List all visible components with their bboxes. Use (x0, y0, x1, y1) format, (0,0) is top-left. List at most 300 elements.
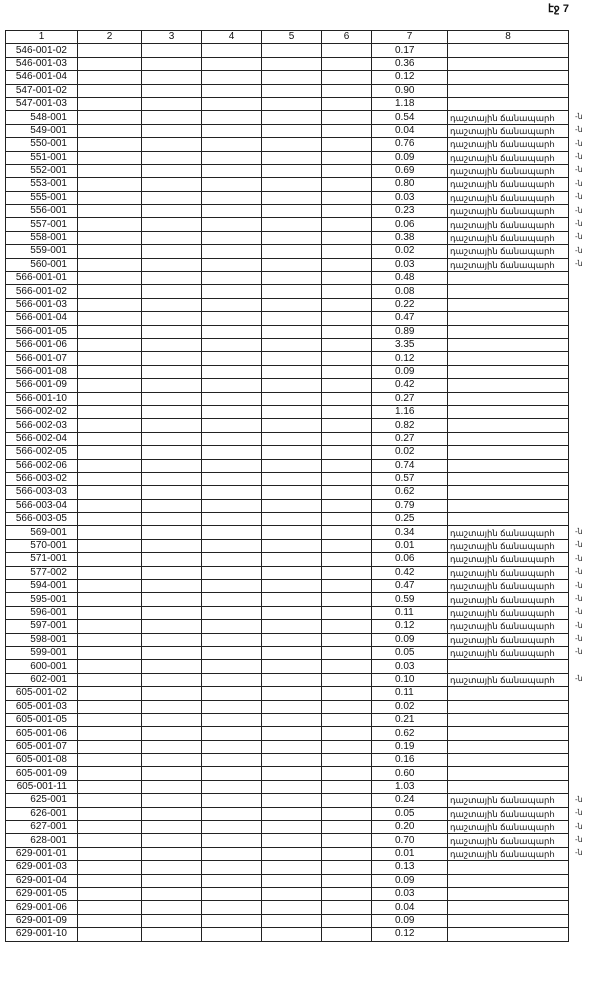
empty-cell (78, 673, 142, 686)
table-row (6, 740, 569, 753)
area-cell: 0.47 (372, 312, 448, 325)
land-type-cell: դաշտային ճանապարհ (448, 111, 569, 124)
land-type-cell: դաշտային ճանապարհ (448, 673, 569, 686)
empty-cell (78, 245, 142, 258)
empty-cell (78, 754, 142, 767)
area-cell: 0.62 (372, 727, 448, 740)
empty-cell (202, 205, 262, 218)
empty-cell (262, 164, 322, 177)
empty-cell (262, 218, 322, 231)
parcel-id-cell: 566-001-06 (6, 338, 78, 351)
empty-cell (78, 700, 142, 713)
area-cell: 0.89 (372, 325, 448, 338)
empty-cell (322, 633, 372, 646)
empty-cell (142, 312, 202, 325)
empty-cell (202, 861, 262, 874)
empty-cell (262, 566, 322, 579)
empty-cell (202, 646, 262, 659)
empty-cell (322, 446, 372, 459)
empty-cell (262, 633, 322, 646)
land-type-cell (448, 472, 569, 485)
land-type-cell: դաշտային ճանապարհ (448, 231, 569, 244)
area-cell: 0.60 (372, 767, 448, 780)
empty-cell (78, 419, 142, 432)
column-header: 5 (262, 31, 322, 44)
empty-cell (262, 847, 322, 860)
empty-cell (78, 432, 142, 445)
parcel-id-cell: 566-001-04 (6, 312, 78, 325)
empty-cell (142, 901, 202, 914)
table-row (6, 526, 569, 539)
empty-cell (142, 888, 202, 901)
area-cell: 0.11 (372, 687, 448, 700)
parcel-id-cell: 566-001-08 (6, 365, 78, 378)
empty-cell (202, 847, 262, 860)
empty-cell (142, 794, 202, 807)
empty-cell (202, 84, 262, 97)
empty-cell (142, 124, 202, 137)
land-type-cell: դաշտային ճանապարհ (448, 553, 569, 566)
area-cell: 0.17 (372, 44, 448, 57)
empty-cell (202, 138, 262, 151)
column-header: 3 (142, 31, 202, 44)
land-type-cell: դաշտային ճանապարհ (448, 124, 569, 137)
empty-cell (202, 499, 262, 512)
area-cell: 0.90 (372, 84, 448, 97)
empty-cell (322, 151, 372, 164)
empty-cell (78, 740, 142, 753)
row-suffix-mark: -ն (575, 205, 583, 215)
empty-cell (322, 713, 372, 726)
empty-cell (262, 44, 322, 57)
table-row (6, 205, 569, 218)
row-suffix-mark: -ն (575, 580, 583, 590)
land-type-cell (448, 419, 569, 432)
empty-cell (322, 392, 372, 405)
empty-cell (322, 111, 372, 124)
empty-cell (78, 914, 142, 927)
empty-cell (322, 780, 372, 793)
table-row (6, 285, 569, 298)
parcel-id-cell: 602-001 (6, 673, 78, 686)
row-suffix-mark: -ն (575, 794, 583, 804)
empty-cell (262, 138, 322, 151)
parcel-id-cell: 626-001 (6, 807, 78, 820)
table-row (6, 807, 569, 820)
column-header: 7 (372, 31, 448, 44)
empty-cell (142, 874, 202, 887)
parcel-id-cell: 566-003-04 (6, 499, 78, 512)
parcel-id-cell: 598-001 (6, 633, 78, 646)
table-row (6, 794, 569, 807)
empty-cell (262, 834, 322, 847)
area-cell: 0.09 (372, 365, 448, 378)
empty-cell (142, 151, 202, 164)
area-cell: 1.16 (372, 405, 448, 418)
empty-cell (262, 459, 322, 472)
land-type-cell: դաշտային ճանապարհ (448, 164, 569, 177)
table-row (6, 272, 569, 285)
empty-cell (322, 124, 372, 137)
area-cell: 0.62 (372, 486, 448, 499)
empty-cell (262, 285, 322, 298)
empty-cell (262, 405, 322, 418)
table-row (6, 767, 569, 780)
empty-cell (262, 392, 322, 405)
empty-cell (78, 272, 142, 285)
empty-cell (202, 901, 262, 914)
row-suffix-mark: -ն (575, 647, 583, 657)
empty-cell (78, 539, 142, 552)
empty-cell (322, 472, 372, 485)
empty-cell (202, 513, 262, 526)
area-cell: 0.01 (372, 847, 448, 860)
parcel-id-cell: 566-001-05 (6, 325, 78, 338)
empty-cell (322, 513, 372, 526)
empty-cell (78, 499, 142, 512)
empty-cell (322, 84, 372, 97)
area-cell: 1.03 (372, 780, 448, 793)
table-row (6, 928, 569, 941)
land-type-cell (448, 928, 569, 941)
empty-cell (142, 646, 202, 659)
empty-cell (202, 71, 262, 84)
empty-cell (322, 97, 372, 110)
parcel-id-cell: 605-001-06 (6, 727, 78, 740)
empty-cell (322, 218, 372, 231)
land-type-cell (448, 392, 569, 405)
empty-cell (322, 352, 372, 365)
empty-cell (322, 580, 372, 593)
row-suffix-mark: -ն (575, 232, 583, 242)
area-cell: 0.20 (372, 821, 448, 834)
table-row (6, 245, 569, 258)
row-suffix-mark: -ն (575, 607, 583, 617)
parcel-id-cell: 629-001-05 (6, 888, 78, 901)
empty-cell (202, 526, 262, 539)
empty-cell (202, 821, 262, 834)
empty-cell (78, 111, 142, 124)
empty-cell (142, 620, 202, 633)
parcel-id-cell: 566-002-06 (6, 459, 78, 472)
parcel-id-cell: 546-001-03 (6, 57, 78, 70)
empty-cell (202, 834, 262, 847)
area-cell: 0.23 (372, 205, 448, 218)
area-cell: 0.27 (372, 432, 448, 445)
area-cell: 0.54 (372, 111, 448, 124)
row-suffix-mark: -ն (575, 593, 583, 603)
empty-cell (262, 928, 322, 941)
empty-cell (78, 338, 142, 351)
land-type-cell (448, 660, 569, 673)
table-row (6, 97, 569, 110)
empty-cell (322, 231, 372, 244)
empty-cell (322, 901, 372, 914)
empty-cell (142, 392, 202, 405)
land-type-cell (448, 888, 569, 901)
empty-cell (202, 794, 262, 807)
empty-cell (202, 767, 262, 780)
parcel-id-cell: 566-001-07 (6, 352, 78, 365)
empty-cell (322, 700, 372, 713)
row-suffix-mark: -ն (575, 152, 583, 162)
parcel-id-cell: 605-001-11 (6, 780, 78, 793)
empty-cell (262, 660, 322, 673)
area-cell: 0.05 (372, 807, 448, 820)
area-cell: 1.18 (372, 97, 448, 110)
empty-cell (262, 580, 322, 593)
parcel-id-cell: 566-002-03 (6, 419, 78, 432)
empty-cell (202, 566, 262, 579)
area-cell: 0.02 (372, 245, 448, 258)
empty-cell (78, 928, 142, 941)
table-row (6, 151, 569, 164)
parcel-id-cell: 560-001 (6, 258, 78, 271)
empty-cell (142, 138, 202, 151)
empty-cell (322, 419, 372, 432)
land-type-cell (448, 874, 569, 887)
empty-cell (142, 191, 202, 204)
empty-cell (202, 405, 262, 418)
land-type-cell: դաշտային ճանապարհ (448, 633, 569, 646)
empty-cell (142, 928, 202, 941)
empty-cell (142, 71, 202, 84)
parcel-id-cell: 551-001 (6, 151, 78, 164)
row-suffix-mark: -ն (575, 218, 583, 228)
parcel-id-cell: 570-001 (6, 539, 78, 552)
table-row (6, 727, 569, 740)
empty-cell (142, 352, 202, 365)
empty-cell (202, 713, 262, 726)
empty-cell (322, 593, 372, 606)
empty-cell (262, 673, 322, 686)
area-cell: 0.03 (372, 888, 448, 901)
land-type-cell (448, 687, 569, 700)
empty-cell (202, 780, 262, 793)
table-row (6, 84, 569, 97)
table-row (6, 539, 569, 552)
parcel-id-cell: 569-001 (6, 526, 78, 539)
parcel-id-cell: 566-001-01 (6, 272, 78, 285)
empty-cell (142, 285, 202, 298)
empty-cell (202, 472, 262, 485)
empty-cell (262, 727, 322, 740)
land-type-cell (448, 914, 569, 927)
row-suffix-mark: -ն (575, 553, 583, 563)
table-row (6, 821, 569, 834)
area-cell: 0.80 (372, 178, 448, 191)
land-type-cell (448, 57, 569, 70)
empty-cell (78, 392, 142, 405)
empty-cell (262, 231, 322, 244)
empty-cell (142, 740, 202, 753)
empty-cell (142, 687, 202, 700)
area-cell: 0.05 (372, 646, 448, 659)
empty-cell (322, 888, 372, 901)
empty-cell (262, 620, 322, 633)
table-row (6, 914, 569, 927)
area-cell: 0.16 (372, 754, 448, 767)
empty-cell (142, 379, 202, 392)
empty-cell (78, 901, 142, 914)
land-type-cell: դաշտային ճանապարհ (448, 258, 569, 271)
land-type-cell: դաշտային ճանապարհ (448, 205, 569, 218)
empty-cell (142, 834, 202, 847)
empty-cell (142, 660, 202, 673)
empty-cell (142, 673, 202, 686)
empty-cell (78, 191, 142, 204)
empty-cell (142, 807, 202, 820)
empty-cell (142, 205, 202, 218)
empty-cell (78, 365, 142, 378)
empty-cell (262, 57, 322, 70)
area-cell: 0.09 (372, 151, 448, 164)
table-row (6, 687, 569, 700)
empty-cell (202, 338, 262, 351)
empty-cell (322, 539, 372, 552)
empty-cell (262, 606, 322, 619)
land-parcel-table (5, 30, 569, 942)
empty-cell (78, 178, 142, 191)
empty-cell (322, 325, 372, 338)
empty-cell (142, 84, 202, 97)
empty-cell (322, 205, 372, 218)
empty-cell (202, 928, 262, 941)
area-cell: 0.03 (372, 660, 448, 673)
empty-cell (322, 365, 372, 378)
empty-cell (262, 700, 322, 713)
table-row (6, 432, 569, 445)
empty-cell (78, 352, 142, 365)
empty-cell (78, 847, 142, 860)
land-type-cell (448, 312, 569, 325)
area-cell: 0.04 (372, 124, 448, 137)
parcel-id-cell: 566-001-10 (6, 392, 78, 405)
empty-cell (262, 191, 322, 204)
empty-cell (262, 767, 322, 780)
empty-cell (78, 606, 142, 619)
empty-cell (142, 405, 202, 418)
empty-cell (322, 379, 372, 392)
area-cell: 0.12 (372, 928, 448, 941)
row-suffix-mark: -ն (575, 526, 583, 536)
area-cell: 0.13 (372, 861, 448, 874)
row-suffix-mark: -ն (575, 259, 583, 269)
empty-cell (322, 405, 372, 418)
empty-cell (202, 191, 262, 204)
land-type-cell (448, 84, 569, 97)
empty-cell (262, 861, 322, 874)
empty-cell (322, 338, 372, 351)
row-suffix-mark: -ն (575, 821, 583, 831)
empty-cell (202, 258, 262, 271)
land-type-cell: դաշտային ճանապարհ (448, 539, 569, 552)
empty-cell (322, 847, 372, 860)
empty-cell (322, 178, 372, 191)
area-cell: 0.21 (372, 713, 448, 726)
empty-cell (78, 405, 142, 418)
empty-cell (142, 754, 202, 767)
empty-cell (202, 97, 262, 110)
area-cell: 0.03 (372, 191, 448, 204)
row-suffix-mark: -ն (575, 540, 583, 550)
table-row (6, 700, 569, 713)
parcel-id-cell: 549-001 (6, 124, 78, 137)
empty-cell (322, 606, 372, 619)
table-row (6, 338, 569, 351)
empty-cell (322, 767, 372, 780)
parcel-id-cell: 629-001-09 (6, 914, 78, 927)
parcel-id-cell: 556-001 (6, 205, 78, 218)
row-suffix-mark: -ն (575, 178, 583, 188)
land-type-cell: դաշտային ճանապարհ (448, 566, 569, 579)
empty-cell (78, 620, 142, 633)
area-cell: 0.10 (372, 673, 448, 686)
empty-cell (202, 687, 262, 700)
land-type-cell: դաշտային ճանապարհ (448, 580, 569, 593)
empty-cell (322, 834, 372, 847)
column-header: 4 (202, 31, 262, 44)
empty-cell (78, 593, 142, 606)
empty-cell (202, 419, 262, 432)
table-row (6, 901, 569, 914)
parcel-id-cell: 605-001-02 (6, 687, 78, 700)
parcel-id-cell: 571-001 (6, 553, 78, 566)
empty-cell (142, 606, 202, 619)
empty-cell (142, 486, 202, 499)
column-header: 1 (6, 31, 78, 44)
empty-cell (262, 298, 322, 311)
table-row (6, 633, 569, 646)
empty-cell (202, 553, 262, 566)
parcel-id-cell: 597-001 (6, 620, 78, 633)
row-suffix-mark: -ն (575, 111, 583, 121)
parcel-id-cell: 625-001 (6, 794, 78, 807)
parcel-id-cell: 566-003-02 (6, 472, 78, 485)
empty-cell (262, 780, 322, 793)
land-type-cell (448, 499, 569, 512)
empty-cell (202, 888, 262, 901)
empty-cell (262, 312, 322, 325)
empty-cell (142, 298, 202, 311)
empty-cell (262, 888, 322, 901)
empty-cell (78, 218, 142, 231)
empty-cell (322, 620, 372, 633)
empty-cell (78, 312, 142, 325)
empty-cell (202, 432, 262, 445)
empty-cell (78, 57, 142, 70)
table-row (6, 325, 569, 338)
empty-cell (322, 928, 372, 941)
row-suffix-mark: -ն (575, 567, 583, 577)
empty-cell (322, 71, 372, 84)
empty-cell (78, 124, 142, 137)
empty-cell (78, 44, 142, 57)
empty-cell (322, 740, 372, 753)
empty-cell (202, 57, 262, 70)
empty-cell (202, 807, 262, 820)
area-cell: 0.48 (372, 272, 448, 285)
row-suffix-mark: -ն (575, 192, 583, 202)
empty-cell (78, 379, 142, 392)
table-row (6, 513, 569, 526)
empty-cell (322, 191, 372, 204)
empty-cell (202, 914, 262, 927)
empty-cell (262, 446, 322, 459)
empty-cell (142, 580, 202, 593)
empty-cell (202, 111, 262, 124)
empty-cell (262, 365, 322, 378)
